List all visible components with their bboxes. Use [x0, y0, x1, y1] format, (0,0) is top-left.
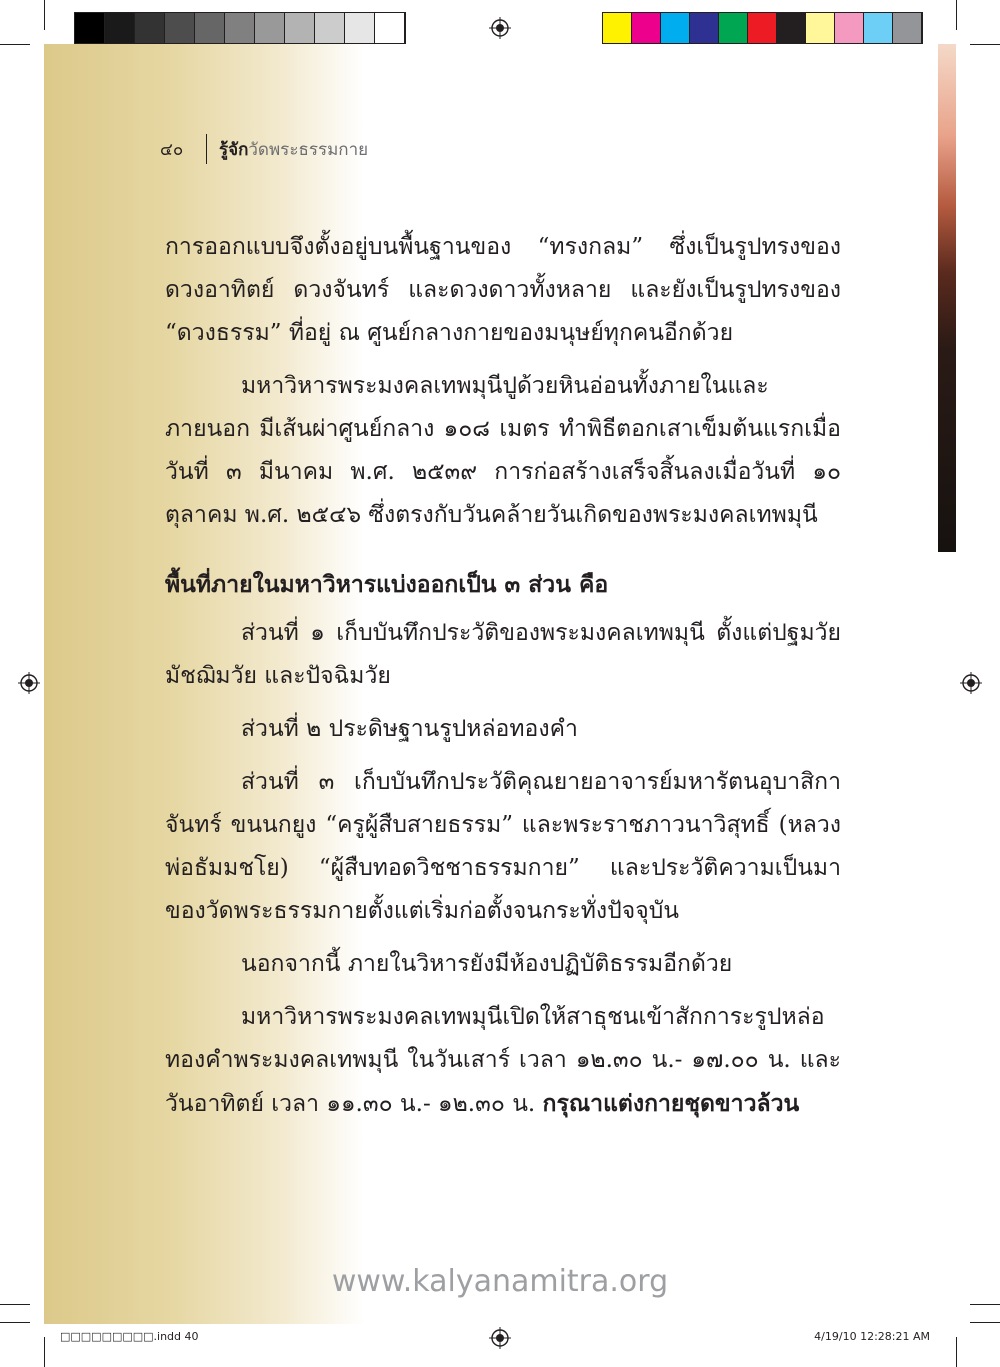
grayscale-swatch [165, 13, 195, 43]
crop-mark [0, 1322, 30, 1323]
color-swatch [603, 13, 632, 43]
book-title-bold: รู้จัก [219, 139, 249, 160]
paragraph-note: นอกจากนี้ ภายในวิหารยังมีห้องปฏิบัติธรรมอีกด้วย [241, 951, 733, 977]
page-number: ๔๐ [160, 139, 184, 160]
color-swatch [632, 13, 661, 43]
color-swatch [893, 13, 922, 43]
section-item: ส่วนที่ ๒ ประดิษฐานรูปหล่อทองคำ [241, 716, 578, 742]
registration-mark-icon [960, 672, 982, 694]
color-swatch [777, 13, 806, 43]
section-item: ส่วนที่ ๓ เก็บบันทึกประวัติคุณยายอาจารย์มหารัตนอุบาสิกาจันทร์ ขนนกยูง “ครูผู้สืบสายธรรม” และพระราชภาวนาวิสุทธิ์ (หลวงพ่อธัมมชโย) “ผู้สืบทอดวิชชาธรรมกาย” และประวัติความเป็นมาของวัดพระธรรมกายตั้งแต่เริ่มก่อตั้งจนกระทั่งปัจจุบัน [165, 769, 841, 924]
registration-mark-icon [489, 1327, 511, 1349]
color-swatch [719, 13, 748, 43]
section-heading: พื้นที่ภายในมหาวิหารแบ่งออกเป็น ๓ ส่วน คือ [165, 571, 609, 598]
paragraph-closing [165, 996, 841, 1126]
grayscale-swatch [195, 13, 225, 43]
color-swatch [690, 13, 719, 43]
grayscale-swatch [75, 13, 105, 43]
grayscale-swatch [315, 13, 345, 43]
website-watermark: www.kalyanamitra.org [331, 1264, 669, 1299]
color-swatch [835, 13, 864, 43]
crop-mark [0, 1304, 30, 1305]
color-swatch [864, 13, 893, 43]
paragraph: การออกแบบจึงตั้งอยู่บนพื้นฐานของ “ทรงกลม” ซึ่งเป็นรูปทรงของดวงอาทิตย์ ดวงจันทร์ และดวงดาวทั้งหลาย และยังเป็นรูปทรงของ “ดวงธรรม” ที่อยู่ ณ ศูนย์กลางกายของมนุษย์ทุกคนอีกด้วย [165, 234, 841, 346]
crop-mark [956, 1337, 957, 1367]
closing-text: มหาวิหารพระมงคลเทพมุนีเปิดให้สาธุชนเข้าสักการะรูปหล่อทองคำพระมงคลเทพมุนี ในวันเสาร์ เวลา ๑๒.๓๐ น.- ๑๗.๐๐ น. และวันอาทิตย์ เวลา ๑๑.๓๐ น.- ๑๒.๓๐ น. [165, 1004, 841, 1117]
color-calibration-bar [602, 12, 923, 44]
slug-filename: □□□□□□□□□.indd 40 [60, 1330, 199, 1343]
slug-timestamp: 4/19/10 12:28:21 AM [814, 1330, 930, 1343]
grayscale-swatch [345, 13, 375, 43]
running-head-divider [206, 134, 207, 164]
running-head [160, 134, 368, 164]
crop-mark [956, 0, 957, 30]
sunset-photo-strip [938, 44, 956, 552]
grayscale-swatch [105, 13, 135, 43]
crop-mark [44, 0, 45, 30]
grayscale-swatch [285, 13, 315, 43]
body-text [165, 226, 841, 1136]
color-swatch [661, 13, 690, 43]
crop-mark [44, 1337, 45, 1367]
crop-mark [970, 1322, 1000, 1323]
section-item: ส่วนที่ ๑ เก็บบันทึกประวัติของพระมงคลเทพมุนี ตั้งแต่ปฐมวัย มัชฌิมวัย และปัจฉิมวัย [165, 620, 841, 689]
crop-mark [0, 44, 30, 45]
color-swatch [748, 13, 777, 43]
grayscale-swatch [225, 13, 255, 43]
book-title-light: วัดพระธรรมกาย [248, 139, 369, 160]
crop-mark [970, 44, 1000, 45]
grayscale-calibration-bar [74, 12, 406, 44]
crop-mark [970, 1304, 1000, 1305]
grayscale-swatch [255, 13, 285, 43]
grayscale-swatch [135, 13, 165, 43]
paragraph: มหาวิหารพระมงคลเทพมุนีปูด้วยหินอ่อนทั้งภายในและภายนอก มีเส้นผ่าศูนย์กลาง ๑๐๘ เมตร ทำพิธีตอกเสาเข็มต้นแรกเมื่อวันที่ ๓ มีนาคม พ.ศ. ๒๕๓๙ การก่อสร้างเสร็จสิ้นลงเมื่อวันที่ ๑๐ ตุลาคม พ.ศ. ๒๕๔๖ ซึ่งตรงกับวันคล้ายวันเกิดของพระมงคลเทพมุนี [165, 373, 841, 528]
color-swatch [806, 13, 835, 43]
grayscale-swatch [375, 13, 405, 43]
dress-code-emphasis: กรุณาแต่งกายชุดขาวล้วน [542, 1090, 800, 1117]
registration-mark-icon [489, 17, 511, 39]
registration-mark-icon [18, 672, 40, 694]
